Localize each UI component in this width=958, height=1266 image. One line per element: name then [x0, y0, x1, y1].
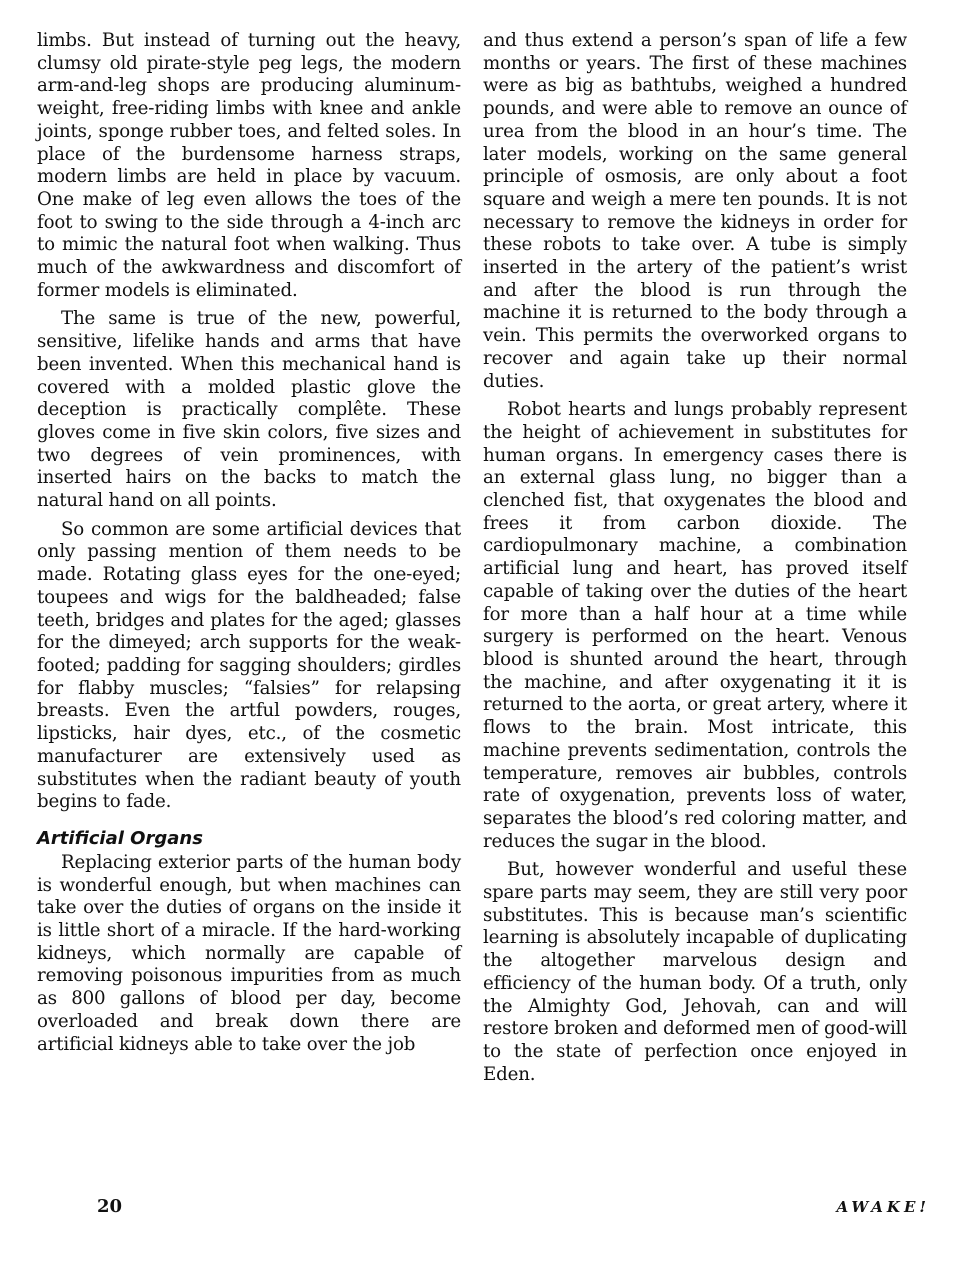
magazine-name: AWAKE!	[836, 1198, 930, 1216]
paragraph: But, however wonderful and useful these spare parts may seem, they are still very poor substitutes. This is because man’s scientific learning is absolutely incapable of duplicating the altogether marvelous design and efficiency of the human body. Of a truth, only the Almighty God, Jehovah, can and will restore broken and deformed men of good-will to the state of perfection once enjoyed in Eden.	[483, 859, 907, 1085]
right-column	[483, 30, 907, 1086]
paragraph: Replacing exterior parts of the human body is wonderful enough, but when machines can take over the duties of organs on the inside it is little short of a miracle. If the hard-working kidneys, which normally are capable of removing poisonous impurities from as much as 800 gallons of blood per day, become overloaded and break down there are artificial kidneys able to take over the job	[37, 851, 461, 1055]
paragraph: So common are some artificial devices that only passing mention of them needs to be made. Rotating glass eyes for the one-eyed; toupees and wigs for the baldheaded; false teeth, bridges and plates for the aged; glasses for the dimeyed; arch supports for the weak-footed; padding for sagging shoulders; girdles for flabby muscles; “falsies” for relapsing breasts. Even the artful powders, rouges, lipsticks, hair dyes, etc., of the cosmetic manufacturer are extensively used as substitutes when the radiant beauty of youth begins to fade.	[37, 518, 461, 813]
paragraph: and thus extend a person’s span of life a few months or years. The first of these machines were as big as bathtubs, weighed a hundred pounds, and were able to remove an ounce of urea from the blood in an hour’s time. The later models, working on the same general principle of osmosis, are only about a foot square and weigh a mere ten pounds. It is not necessary to remove the kidneys in order for these robots to take over. A tube is simply inserted in the artery of the patient’s wrist and after the blood is run through the machine it is returned to the body through a vein. This permits the overworked organs to recover and again take up their normal duties.	[483, 30, 907, 392]
section-heading: Artificial Organs	[37, 827, 203, 849]
paragraph: limbs. But instead of turning out the heavy, clumsy old pirate-style peg legs, the modern arm-and-leg shops are producing aluminum-weight, free-riding limbs with knee and ankle joints, sponge rubber toes, and felted soles. In place of the burdensome harness straps, modern limbs are held in place by vacuum. One make of leg even allows the toes of the foot to swing to the side through a 4-inch arc to mimic the natural foot when walking. Thus much of the awkwardness and discomfort of former models is eliminated.	[37, 30, 461, 301]
left-column	[37, 30, 461, 1056]
paragraph: Robot hearts and lungs probably represent the height of achievement in substitutes for human organs. In emergency cases there is an external glass lung, no bigger than a clenched fist, that oxygenates the blood and frees it from carbon dioxide. The cardiopulmonary machine, a combination artificial lung and heart, has proved itself capable of taking over the duties of the heart for more than a half hour at a time while surgery is performed on the heart. Venous blood is shunted around the heart, through the machine, and after oxygenating it it is returned to the aorta, or great artery, where it flows to the brain. Most intricate, this machine prevents sedimentation, controls the temperature, removes air bubbles, controls rate of oxygenation, prevents loss of water, separates the blood’s red coloring matter, and reduces the sugar in the blood.	[483, 399, 907, 852]
paragraph: The same is true of the new, powerful, sensitive, lifelike hands and arms that have been invented. When this mechanical hand is covered with a molded plastic glove the deception is practically complête. These gloves come in five skin colors, five sizes and two degrees of vein prominences, with inserted hairs on the backs to match the natural hand on all points.	[37, 308, 461, 512]
page-number: 20	[97, 1196, 123, 1217]
